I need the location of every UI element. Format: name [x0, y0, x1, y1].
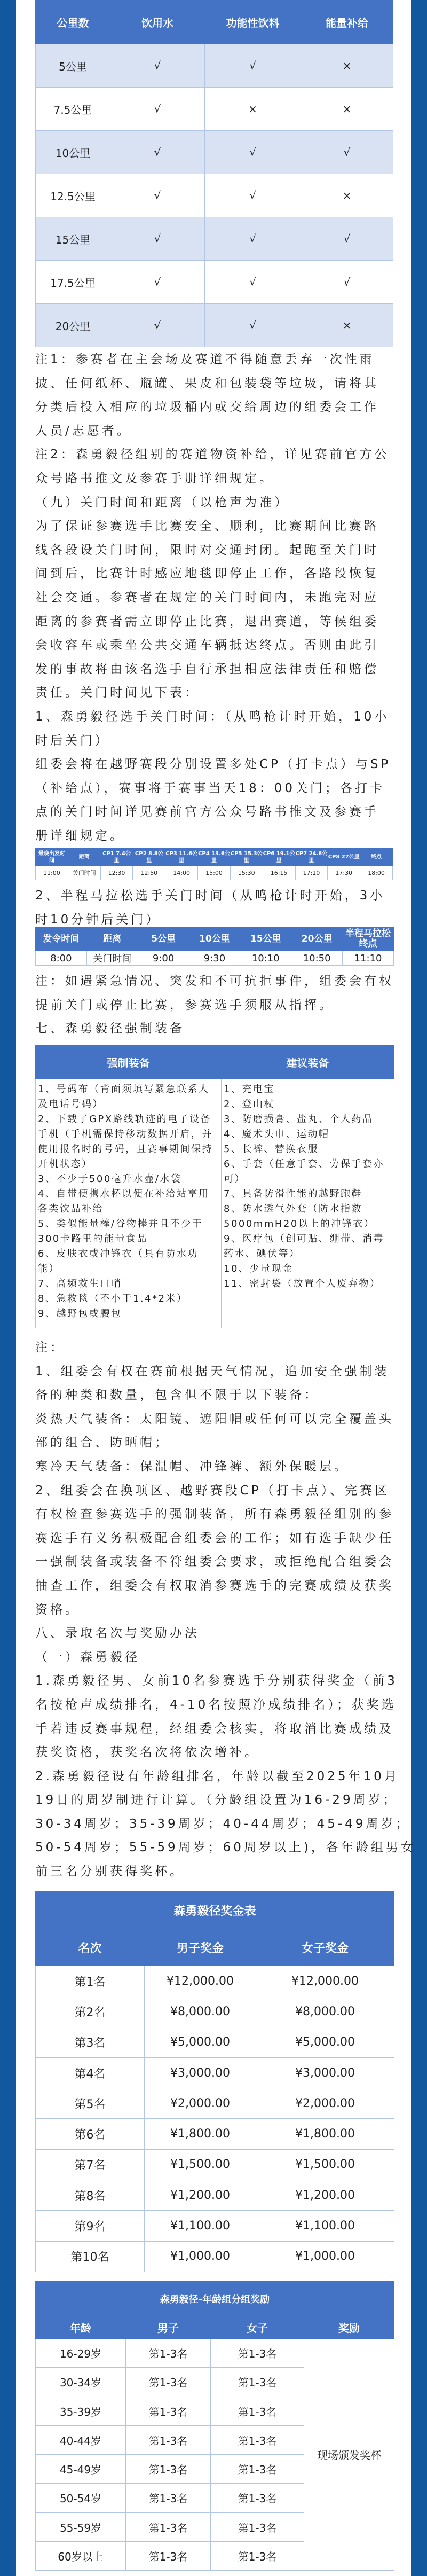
- column-header: 公里数: [36, 1, 110, 44]
- table-cell: 第1-3名: [126, 2541, 211, 2570]
- table-header-row: [36, 1, 393, 44]
- text-line: 间到后，比赛计时感应地毯即停止工作，各路段恢复: [35, 567, 379, 581]
- table-header-row: [36, 927, 394, 951]
- table-cell: ×: [301, 44, 393, 88]
- table-cell: 关门时间: [86, 951, 138, 966]
- text-line: 炎热天气装备：太阳镜、遮阳帽或任何可以完全覆盖头: [35, 1412, 394, 1426]
- table-cell: 40-44岁: [36, 2425, 126, 2454]
- text-line: 资格。: [35, 1602, 80, 1617]
- column-header: 距离: [68, 849, 100, 866]
- text-line: 众号路书推文及参赛手册详细规定。: [35, 471, 274, 486]
- table-cell: 第1-3名: [211, 2455, 304, 2484]
- table-row: [36, 2088, 394, 2119]
- table-cell: 9:00: [138, 951, 189, 966]
- text-line: 注：如遇紧急情况、突发和不可抗拒事件，组委会有权: [35, 974, 394, 988]
- table-cell: 60岁以上: [36, 2541, 126, 2570]
- table-cell: 30-34岁: [36, 2368, 126, 2397]
- text-line: 50-54周岁；55-59周岁；60周岁以上)，各年龄组男女: [35, 1841, 416, 1855]
- text-line: 会收容车或乘坐公共交通车辆抵达终点。否则由此引: [35, 638, 379, 653]
- column-header: 10公里: [189, 927, 240, 951]
- text-line: 备的种类和数量，包含但不限于以下装备：: [35, 1388, 319, 1403]
- text-line: 名按枪声成绩排名，4-10名按照净成绩排名）；获奖选: [35, 1697, 397, 1712]
- table-cell: 第1-3名: [126, 2397, 211, 2425]
- text-line: 七、森勇毅径强制装备: [35, 1022, 185, 1036]
- table-cell: √: [301, 261, 393, 304]
- table-cell: 35-39岁: [36, 2397, 126, 2425]
- table-cell: 18:00: [360, 866, 393, 880]
- table-cell: √: [110, 88, 205, 131]
- table-row: [36, 866, 393, 880]
- table-cell: ¥1,100.00: [256, 2211, 394, 2241]
- column-header: CP3 11.6公里: [165, 849, 198, 866]
- text-line: 注：: [35, 1341, 65, 1354]
- table-row: [36, 2149, 394, 2180]
- column-header: 女子奖金: [256, 1930, 394, 1966]
- table-cell: √: [110, 174, 205, 217]
- table-cell: 第1-3名: [126, 2425, 211, 2454]
- table-cell: ¥3,000.00: [256, 2057, 394, 2088]
- text-line: （九）关门时间和距离（以枪声为准）: [35, 495, 289, 510]
- table-cell: √: [205, 174, 301, 217]
- notice-text-block: [35, 969, 394, 1041]
- list-item: 手机（手机需保持移动数据开启，并: [38, 1129, 213, 1140]
- table-cell: 第1-3名: [126, 2512, 211, 2541]
- table-cell: 10:10: [240, 951, 291, 966]
- table-row: [36, 217, 393, 261]
- text-line: 30-34周岁；35-39周岁；40-44周岁；45-49周岁；: [35, 1816, 411, 1831]
- rules-text-block: [35, 348, 391, 848]
- column-header: 15公里: [240, 927, 291, 951]
- list-item: 5、长裤、替换衣服: [224, 1144, 319, 1155]
- list-item: 7、具备防滑性能的越野跑鞋: [224, 1188, 362, 1200]
- table-row: [36, 2211, 394, 2241]
- reward-cell: 现场颁发奖杯: [304, 2339, 394, 2571]
- text-line: 2.森勇毅径设有年龄组排名，年龄以截至2025年10月: [35, 1769, 399, 1783]
- table-cell: ¥1,800.00: [256, 2119, 394, 2149]
- list-item: 1、号码布（背面须填写紧急联系人: [38, 1084, 210, 1095]
- equipment-table: [35, 1045, 394, 1328]
- list-item: 可）: [224, 1173, 246, 1185]
- table-cell: 12.5公里: [36, 174, 110, 217]
- table-cell: 第1-3名: [126, 2455, 211, 2484]
- text-line: 提前关门或停止比赛，参赛选手须服从指挥。: [35, 998, 334, 1012]
- table-cell: √: [205, 304, 301, 347]
- list-item: 7、高频救生口哨: [38, 1278, 122, 1289]
- table-cell: 10:50: [291, 951, 343, 966]
- table-cell: 第1名: [36, 1966, 145, 1996]
- column-header: CP2 8.8公里: [133, 849, 165, 866]
- table-cell: 16-29岁: [36, 2339, 126, 2368]
- table-header-row: [36, 2316, 394, 2339]
- table-cell: ¥2,000.00: [256, 2088, 394, 2119]
- text-line: 册详细规定。: [35, 828, 125, 843]
- column-header: CP8 27公里: [328, 849, 360, 866]
- header-mandatory: 强制装备: [36, 1046, 222, 1079]
- table-cell: 17:10: [295, 866, 328, 880]
- table-cell: √: [205, 44, 301, 88]
- table-cell: 第10名: [36, 2241, 145, 2272]
- column-header: 女子: [211, 2316, 304, 2339]
- mandatory-equipment-list: [36, 1079, 222, 1328]
- table-cell: 11:00: [36, 866, 68, 880]
- text-line: 组委会将在越野赛段分别设置多处CP（打卡点）与SP: [35, 757, 391, 772]
- list-item: 3、不少于500毫升水壶/水袋: [38, 1173, 182, 1185]
- supply-station-table: [35, 0, 393, 347]
- prize-money-table: [35, 1891, 394, 2272]
- table-cell: 第1-3名: [126, 2339, 211, 2368]
- column-header: 名次: [36, 1930, 145, 1966]
- table-cell: 9:30: [189, 951, 240, 966]
- text-line: 前三名分别获得奖杯。: [35, 1865, 185, 1879]
- table-cell: 第1-3名: [211, 2397, 304, 2425]
- list-item: 6、手套（任意手套、劳保手套亦: [224, 1158, 384, 1170]
- table-cell: 第4名: [36, 2057, 145, 2088]
- table-cell: 7.5公里: [36, 88, 110, 131]
- text-line: 赛选手有义务积极配合组委会的工作；如有选手缺少任: [35, 1531, 394, 1545]
- table-cell: √: [110, 217, 205, 261]
- column-header: 功能性饮料: [205, 1, 301, 44]
- table-cell: √: [110, 44, 205, 88]
- age-table-title: 森勇毅径-年龄组分组奖励: [36, 2282, 394, 2316]
- cp-cutoff-table: [35, 848, 393, 880]
- table-cell: ¥3,000.00: [145, 2057, 256, 2088]
- text-line: 19日的周岁制进行计算。（分龄组设置为16-29周岁；: [35, 1793, 398, 1807]
- table-cell: ¥5,000.00: [145, 2027, 256, 2057]
- list-item: 2、登山杖: [224, 1099, 275, 1110]
- table-row: [36, 2027, 394, 2057]
- table-row: [36, 951, 394, 966]
- table-cell: √: [301, 217, 393, 261]
- table-cell: ¥8,000.00: [145, 1996, 256, 2027]
- text-line: （补给点），赛事将于赛事当天18：00关门；各打卡: [35, 781, 385, 795]
- table-cell: 50-54岁: [36, 2484, 126, 2512]
- list-item: 5000mmH20以上的冲锋衣）: [224, 1218, 375, 1230]
- column-header: 20公里: [291, 927, 343, 951]
- text-line: 寒冷天气装备：保温帽、冲锋裤、额外保暖层。: [35, 1459, 349, 1474]
- list-item: 4、自带便携水杯以便在补给站享用: [38, 1188, 210, 1200]
- table-row: [36, 304, 393, 347]
- table-cell: 第2名: [36, 1996, 145, 2027]
- table-cell: 第6名: [36, 2119, 145, 2149]
- column-header: 能量补给: [301, 1, 393, 44]
- table-cell: 15:30: [230, 866, 263, 880]
- table-cell: ×: [301, 304, 393, 347]
- text-line: 2、组委会在换项区、越野赛段CP（打卡点）、完赛区: [35, 1483, 390, 1498]
- list-item: 2、下载了GPX路线轨迹的电子设备: [38, 1114, 212, 1125]
- text-line: 1.森勇毅径男、女前10名参赛选手分别获得奖金（前3: [35, 1674, 398, 1688]
- list-item: 4、魔术头巾、运动帽: [224, 1129, 330, 1140]
- text-line: 1、组委会有权在赛前根据天气情况，追加安全强制装: [35, 1364, 390, 1379]
- list-item: 使用报名时的号码，且赛事期间保持: [38, 1144, 213, 1155]
- text-line: 有权检查参赛选手的强制装备，所有森勇毅径组别的参: [35, 1507, 394, 1522]
- text-line: 为了保证参赛选手比赛安全、顺利，比赛期间比赛路: [35, 519, 379, 534]
- list-item: 300卡路里的能量食品: [38, 1233, 148, 1244]
- table-cell: 第8名: [36, 2180, 145, 2211]
- table-cell: √: [205, 261, 301, 304]
- text-line: 线各段设关门时间，限时对交通封闭。起跑至关门时: [35, 543, 379, 557]
- table-cell: ×: [301, 88, 393, 131]
- table-row: [36, 2119, 394, 2149]
- list-item: 5、类似能量棒/谷物棒并且不少于: [38, 1218, 203, 1230]
- table-cell: ¥1,200.00: [145, 2180, 256, 2211]
- table-row: [36, 1996, 394, 2027]
- list-item: 10、少量现金: [224, 1263, 294, 1274]
- column-header: 距离: [86, 927, 138, 951]
- table-cell: ¥1,800.00: [145, 2119, 256, 2149]
- table-cell: ¥1,500.00: [256, 2149, 394, 2180]
- table-cell: √: [110, 131, 205, 174]
- table-cell: √: [110, 261, 205, 304]
- column-header: 半程马拉松终点: [343, 927, 394, 951]
- column-header: 男子奖金: [145, 1930, 256, 1966]
- table-row: [36, 2180, 394, 2211]
- table-row: [36, 131, 393, 174]
- table-cell: ¥1,000.00: [145, 2241, 256, 2272]
- table-cell: 17.5公里: [36, 261, 110, 304]
- table-cell: 关门时间: [68, 866, 100, 880]
- text-line: 距离的参赛者需立即停止比赛，退出赛道，等候组委: [35, 614, 379, 629]
- text-line: 八、录取名次与奖励办法: [35, 1626, 200, 1641]
- table-cell: 14:00: [165, 866, 198, 880]
- table-row: [36, 261, 393, 304]
- table-cell: 第5名: [36, 2088, 145, 2119]
- half-marathon-cutoff-table: [35, 927, 394, 966]
- column-header: 奖励: [304, 2316, 394, 2339]
- text-line: 人员/志愿者。: [35, 424, 132, 438]
- table-cell: ¥2,000.00: [145, 2088, 256, 2119]
- column-header: 饮用水: [110, 1, 205, 44]
- column-header: 发令时间: [36, 927, 87, 951]
- text-line: 责任。关门时间见下表：: [35, 686, 200, 700]
- column-header: CP5 15.3公里: [230, 849, 263, 866]
- column-header: 年龄: [36, 2316, 126, 2339]
- list-item: 各类饮品补给: [38, 1203, 104, 1215]
- table-row: [36, 1966, 394, 1996]
- table-cell: 第9名: [36, 2211, 145, 2241]
- table-cell: ¥1,200.00: [256, 2180, 394, 2211]
- table-header-row: [36, 849, 393, 866]
- table-cell: 第1-3名: [126, 2484, 211, 2512]
- table-cell: 第1-3名: [211, 2512, 304, 2541]
- table-row: [36, 2339, 394, 2368]
- table-row: [36, 44, 393, 88]
- text-line: 抽查工作，组委会有权取消参赛选手的完赛成绩及获奖: [35, 1578, 394, 1593]
- text-line: 发的事故将由该名选手自行承担相应法律责任和赔偿: [35, 662, 379, 676]
- column-header: CP1 7.4公里: [100, 849, 133, 866]
- list-item: 8、防水透气外套（防水指数: [224, 1203, 362, 1215]
- table-cell: 15:00: [198, 866, 231, 880]
- table-cell: ¥1,500.00: [145, 2149, 256, 2180]
- list-item: 9、医疗包（创可贴、绷带、消毒: [224, 1233, 384, 1244]
- list-item: 能）: [38, 1263, 60, 1274]
- table-cell: ¥1,000.00: [256, 2241, 394, 2272]
- table-row: [36, 174, 393, 217]
- table-cell: ¥8,000.00: [256, 1996, 394, 2027]
- column-header: CP4 13.6公里: [198, 849, 231, 866]
- list-item: 3、防磨损膏、盐丸、个人药品: [224, 1114, 374, 1125]
- text-line: 分类后投入相应的垃圾桶内或交给周边的组委会工作: [35, 400, 379, 414]
- list-item: 及电话号码）: [38, 1099, 104, 1110]
- table-cell: 第1-3名: [211, 2541, 304, 2570]
- age-group-awards-table: [35, 2281, 394, 2571]
- text-line: 时10分钟后关门）: [35, 912, 161, 927]
- table-cell: 11:10: [343, 951, 394, 966]
- column-header: 终点: [360, 849, 393, 866]
- table-cell: 第1-3名: [211, 2425, 304, 2454]
- table-cell: √: [110, 304, 205, 347]
- table-header-row: [36, 1930, 394, 1966]
- list-item: 1、充电宝: [224, 1084, 275, 1095]
- column-header: 男子: [126, 2316, 211, 2339]
- text-line: 披、任何纸杯、瓶罐、果皮和包装袋等垃圾，请将其: [35, 376, 379, 390]
- table-cell: 17:30: [328, 866, 360, 880]
- table-cell: ×: [205, 88, 301, 131]
- table-row: [36, 88, 393, 131]
- prize-table-title: 森勇毅径奖金表: [36, 1891, 394, 1930]
- list-item: 6、皮肤衣或冲锋衣（具有防水功: [38, 1248, 199, 1259]
- table-cell: 第3名: [36, 2027, 145, 2057]
- text-line: 2、半程马拉松选手关门时间（从鸣枪计时开始，3小: [35, 889, 385, 903]
- text-line: 部的组合、防晒帽；: [35, 1436, 170, 1450]
- table-row: [36, 2241, 394, 2272]
- column-header: 5公里: [138, 927, 189, 951]
- awards-text-block: [35, 1336, 416, 1884]
- table-cell: 10公里: [36, 131, 110, 174]
- table-cell: 12:30: [100, 866, 133, 880]
- text-line: 一强制装备或装备不符组委会要求，或拒绝配合组委会: [35, 1555, 394, 1569]
- text-line: 时后关门）: [35, 733, 110, 748]
- table-cell: ×: [301, 174, 393, 217]
- table-cell: √: [301, 131, 393, 174]
- text-line: 注1：参赛者在主会场及赛道不得随意丢弃一次性雨: [35, 353, 375, 366]
- column-header: CP6 19.1公里: [263, 849, 295, 866]
- table-cell: 16:15: [263, 866, 295, 880]
- list-item: 药水、碘伏等）: [224, 1248, 301, 1259]
- list-item: 开机状态）: [38, 1158, 93, 1170]
- table-row: [36, 2057, 394, 2088]
- table-cell: 15公里: [36, 217, 110, 261]
- text-line: 社会交通。参赛者在规定的关门时间内，未跑完对应: [35, 590, 379, 605]
- text-line: 手若违反赛事规程，经组委会核实，将取消比赛成绩及: [35, 1721, 394, 1736]
- table-cell: 第7名: [36, 2149, 145, 2180]
- table-cell: √: [205, 217, 301, 261]
- table-cell: 8:00: [36, 951, 87, 966]
- table-cell: 第1-3名: [211, 2368, 304, 2397]
- list-item: 9、越野包或腰包: [38, 1308, 122, 1319]
- table-cell: √: [205, 131, 301, 174]
- table-cell: 第1-3名: [211, 2484, 304, 2512]
- table-cell: ¥5,000.00: [256, 2027, 394, 2057]
- table-cell: ¥12,000.00: [256, 1966, 394, 1996]
- text-line: （一）森勇毅径: [35, 1650, 140, 1664]
- table-cell: 第1-3名: [211, 2339, 304, 2368]
- column-header: CP7 24.8公里: [295, 849, 328, 866]
- list-item: 8、急救毯（不小于1.4*2米）: [38, 1293, 188, 1304]
- text-line: 1、森勇毅径选手关门时间：（从鸣枪计时开始，10小: [35, 709, 390, 724]
- table-cell: 5公里: [36, 44, 110, 88]
- column-header: 最晚出发时间: [36, 849, 68, 866]
- table-cell: ¥1,100.00: [145, 2211, 256, 2241]
- table-cell: 55-59岁: [36, 2512, 126, 2541]
- text-line: 获奖资格，获奖名次将依次增补。: [35, 1745, 259, 1760]
- table-cell: 20公里: [36, 304, 110, 347]
- list-item: 11、密封袋（放置个人废弃物）: [224, 1278, 381, 1289]
- table-cell: 12:50: [133, 866, 165, 880]
- suggested-equipment-list: [222, 1079, 394, 1328]
- text-line: 注2：森勇毅径组别的赛道物资补给，详见赛前官方公: [35, 448, 390, 462]
- table-cell: 45-49岁: [36, 2455, 126, 2484]
- table-cell: ¥12,000.00: [145, 1966, 256, 1996]
- table-cell: 第1-3名: [126, 2368, 211, 2397]
- header-suggested: 建议装备: [222, 1046, 394, 1079]
- text-line: 点的关门时间详见赛前官方公众号路书推文及参赛手: [35, 805, 379, 819]
- half-marathon-cutoff-text: [35, 884, 385, 931]
